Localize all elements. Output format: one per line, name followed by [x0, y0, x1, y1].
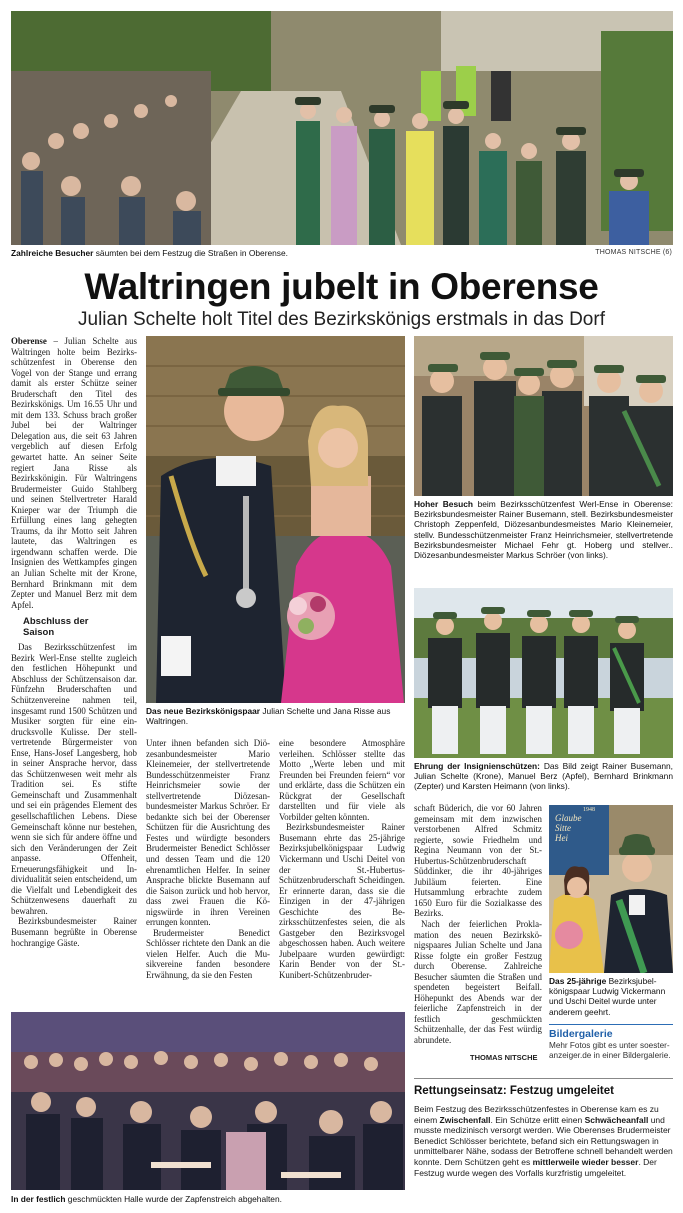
page-headline: Waltringen jubelt in Oberense [84, 266, 599, 307]
box-title: Rettungseinsatz: Festzug umgeleitet [414, 1085, 614, 1097]
gallery-title[interactable]: Bildergalerie [549, 1028, 613, 1040]
box-text: Beim Festzug des Bezirksschützenfestes in Oberense kam es zu einem Zwischenfall. Ein Schütze erlitt einen Schwächeanfall und musste medizinisch versorgt werden. Wie Oberenses Brudermeister Benedict Schlösser berichtete, befand sich ein Rettungswagen in unmittelbarer Nähe, sodass der Betroffene schnell behandelt werden konnte. Dem Schützen geht es mittlerweile wieder besser. Der Festzug wurde wegen des Vorfalls kurzfristig umgeleitet. [414, 1104, 673, 1178]
page-deck: Julian Schelte holt Titel des Bezirkskönigs erstmals in das Dorf [78, 309, 605, 330]
caption-text: beim Bezirksschützenfest Werl-Ense in Oberense: Bezirksbundesmeister Rainer Busemann, stell. Bezirksbundesmeister Christoph Zeppenfeld, Diözesanbundesmeistes Mario Kleinemeier, stellv. Bundesschützenmeister Franz Heinrichsmeier, stellvertretende Bezirksbundesmeister Michael Fehr gt. Hoberg und stellver.. Diözesanbundesmeister Markus Schröer (von links). [414, 499, 674, 561]
center-photo-caption [146, 706, 405, 726]
bottom-photo-hall [11, 1012, 405, 1190]
photo-credit: THOMAS NITSCHE (6) [595, 249, 672, 256]
bottom-photo-caption [11, 1194, 405, 1204]
article-column-1 [11, 336, 137, 1026]
banner-text: Glaube Sitte Hei [555, 813, 582, 843]
caption-text: säumten bei dem Festzug die Straßen in Oberense. [93, 248, 288, 258]
article-paragraph: Nach der feierlichen Proklamation des neuen Bezirkskönigspaares Julian Schelte und Jana Risse folgte ein großer Festzug durch Oberense. Zahlreiche Besucher säumten die Straßen und spendeten begeistert Beifall. Höhepunkt des Abends war der feierliche Zapfenstreich in der festlich geschmückten Schützenhalle, der das Fest würdig abrundete. [414, 919, 542, 1046]
right-photo1-caption [414, 499, 673, 560]
gallery-divider [549, 1024, 673, 1025]
article-paragraph: Brudermeister Benedict Schlösser richtete den Dank an die vielen Helfer. Auch die Musikvereine fanden besondere Erwähnung, da sie den Festen [146, 927, 270, 981]
banner-year: 1948 [583, 807, 595, 813]
article-column-3 [279, 738, 405, 1008]
subheading: Abschluss der Saison [23, 616, 89, 639]
caption-text: geschmückten Halle wurde der Zapfenstreich abgehalten. [65, 1194, 282, 1204]
top-photo-parade [11, 11, 673, 245]
article-column-4 [414, 803, 542, 1053]
article-paragraph: eine besondere Atmosphäre verleihen. Schlösser stellte das Motto „Werte leben und mit Freunden bei Freunden feiern“ vor und erklärte, dass die Schützen ein Rückgrat der Gesellschaft darstellten und für viele als Vorbilder gelten könnten. [279, 738, 405, 822]
top-photo-caption [11, 248, 531, 258]
dateline: Oberense [11, 336, 47, 346]
caption-lead: Hoher Besuch [414, 499, 474, 509]
article-author: THOMAS NITSCHE [470, 1053, 538, 1062]
article-paragraph: Das Bezirksschützenfest im Bezirk Werl-Ense stellte zugleich den festlichen Höhepunkt und Abschluss der Schützensaison dar. Fünfzehn Bruderschaften und Schützenvereine nahmen teil, insgesamt rund 1500 Schützen und Musiker sorgten für eine eindrucksvolle Kulisse. Der stellvertretende Bürgermeister von Ense, Hans-Josef Langesberg, hob in seiner Ansprache hervor, dass das Schützenwesen weit mehr als Tradition sei. Es stifte Gemeinschaft und Zusammenhalt und sei ein prägendes Element des gesellschaftlichen Lebens. Diese Gemeinschaft könne nur bestehen, wenn sie sich für andere öffne und sich den Veränderungen der Zeit anpasse. Offenheit, Erneuerungsfähigkeit und Individualität seien entscheidend, um die Vielfalt und Lebendigkeit des Schützenwesens dauerhaft zu bewahren. [11, 642, 137, 916]
caption-lead: Ehrung der Insignienschützen: [414, 761, 540, 771]
article-paragraph: Bezirksbundesmeister Rainer Busemann begrüßte in Oberense hochrangige Gäste. [11, 916, 137, 948]
caption-text: Das Bild zeigt Rainer Busemann, Julian Schelte (Krone), Manuel Berz (Apfel), Bernhard Brinkmann (Zepter) und Karsten Heimann (von links). [414, 761, 673, 792]
right-photo-high-visit [414, 336, 673, 496]
article-paragraph: Oberense – Julian Schelte aus Waltringen holte beim Bezirksschützenfest in Oberense den Vogel von der Stange und errang damit als erster Schütze seiner Bruderschaft den Titel des Bezirkskönigs. Um 16.55 Uhr und mit dem 133. Schuss brach großer Jubel bei der Waltringer Delegation aus, die seit 63 Jahren vergeblich auf diesen Erfolg gewartet hatte. An seiner Seite regiert Jana Risse als Bezirkskönigin. Für Waltringens Brudermeister Guido Stahlberg und seinen Stellvertreter Harald Knieper war der Triumph die Erfüllung eines lang gehegten Traums, da ihr Motto seit Jahren lautete, das Waltringen es irgendwann schaffen werde. Die Insignien des Wettkampfes gingen an Julian Schelte mit der Krone, Bernhard Brinkmann mit dem Zepter und Manuel Berz mit dem Apfel. [11, 336, 137, 610]
right-photo2-caption [414, 761, 673, 792]
article-paragraph: Bezirksbundesmeister Rainer Busemann ehrte das 25-jährige Bezirksjubelkönigspaar Ludwig Vickermann und Uschi Deitel von der St.-Hubertus-Schützenbruderschaft Scheidingen. Er erinnerte daran, dass sie die Einzigen in der 47-jährigen Geschichte des Bezirksschützenfestes seien, die als Gastgeber den Bezirksvogel abgeschossen haben. Auch weitere Jubelpaare wurden gewürdigt: Karin Bender von der St.-Kunibert-Schützenbruder- [279, 822, 405, 981]
box-top-rule [414, 1078, 673, 1079]
caption-text: Julian Schelte und Jana Risse aus Waltringen. [146, 706, 391, 727]
article-column-2 [146, 738, 270, 1008]
caption-lead: Das 25-jährige [549, 976, 607, 986]
article-paragraph: schaft Büderich, die vor 60 Jahren gemeinsam mit dem inzwischen verstorbenen Alfred Schmitz regierte, sowie Friedhelm und Regina Neumann von der St.-Hubertus-Schützenbruderschaft Süddinker, die ihr 40-jähriges Jubiläum feierten. Eine Hutsammlung erbrachte zudem 1650 Euro für die Sozialkasse des Bezirks. [414, 803, 542, 919]
gallery-text[interactable]: Mehr Fotos gibt es unter soesteranzeiger.de in einer Bildergalerie. [549, 1041, 671, 1060]
right-photo3-caption [549, 976, 673, 1017]
center-photo-royal-couple [146, 336, 405, 703]
caption-lead: Das neue Bezirkskönigspaar [146, 706, 261, 716]
caption-lead: Zahlreiche Besucher [11, 248, 94, 258]
right-photo-insignia [414, 588, 673, 758]
caption-text: Bezirksjubelkönigspaar Ludwig Vickermann und Uschi Deitel wurde unter anderem geehrt. [549, 976, 666, 1017]
right-photo-jubilee-couple [549, 805, 673, 973]
caption-lead: In der festlich [11, 1194, 66, 1204]
article-paragraph: Unter ihnen befanden sich Diözesanbundesmeister Mario Kleinemeier, der stellvertretende Bundesschützenmeister Franz Heinrichsmeier sowie der stellvertretende Diözesanbundesmeister Markus Schröer. Er bedankte sich bei der Oberenser Schützen für die Ausrichtung des Festes und würdigte besonders Brudermeister Benedict Schlösser und dessen Team und die 120 ehrenamtlichen Helfer. In seiner Ansprache blickte Busemann auf die Saison zurück und hob hervor, dass zwei Frauen die Königswürde in ihren Vereinen errungen konnten. [146, 738, 270, 928]
